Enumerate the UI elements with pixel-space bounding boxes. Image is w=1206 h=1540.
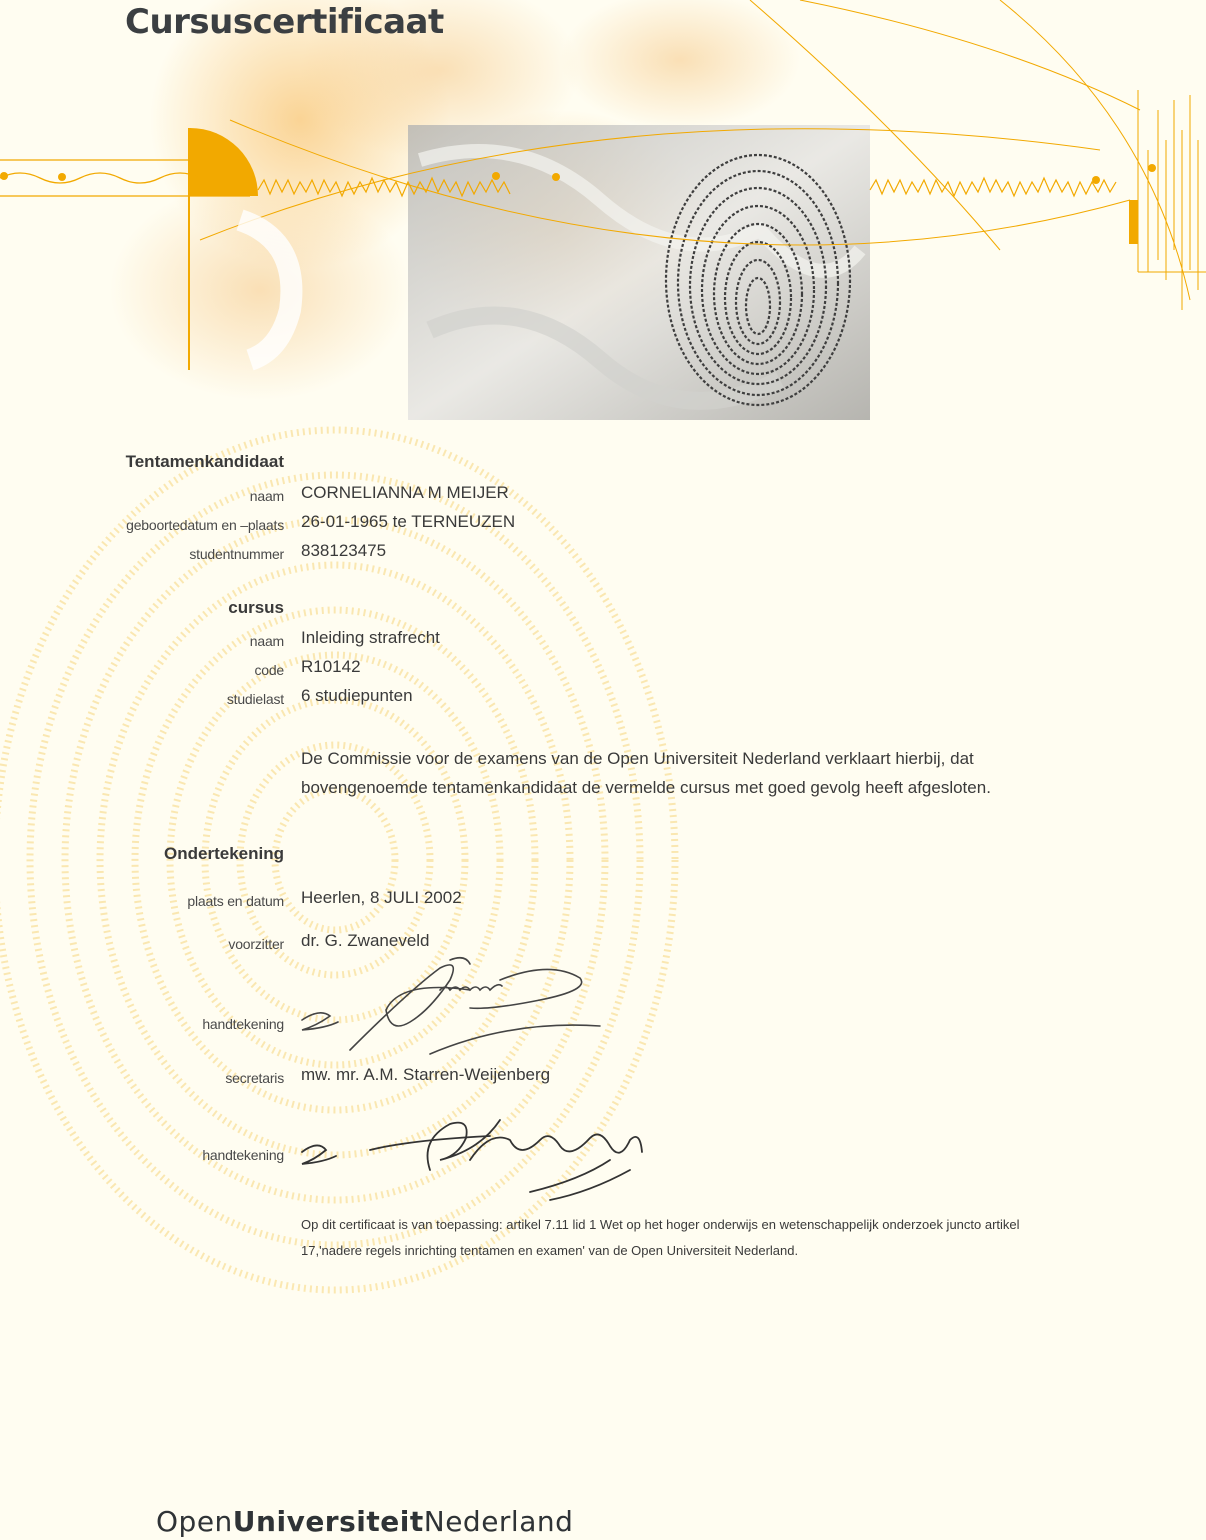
candidate-name-label: naam bbox=[249, 488, 284, 504]
chair-signature bbox=[290, 950, 620, 1060]
place-date-value: Heerlen, 8 JULI 2002 bbox=[301, 888, 462, 907]
place-date-label: plaats en datum bbox=[187, 893, 284, 909]
course-code-value: R10142 bbox=[301, 657, 361, 676]
course-load-row bbox=[0, 684, 1206, 714]
logo-part-universiteit: Universiteit bbox=[232, 1505, 424, 1538]
page-title: Cursuscertificaat bbox=[125, 2, 444, 42]
candidate-birth-row bbox=[0, 510, 1206, 540]
course-name-label: naam bbox=[249, 633, 284, 649]
certification-statement: De Commissie voor de examens van de Open Universiteit Nederland verklaart hierbij, dat bovengenoemde tentamenkandidaat de vermelde cursus met goed gevolg heeft afgesloten. bbox=[301, 749, 991, 797]
chair-value: dr. G. Zwaneveld bbox=[301, 931, 430, 950]
place-date-row bbox=[0, 886, 1206, 916]
right-vertical-lines bbox=[1138, 90, 1206, 310]
course-code-row bbox=[0, 655, 1206, 685]
candidate-student-number-value: 838123475 bbox=[301, 541, 387, 560]
secretary-signature bbox=[290, 1100, 670, 1210]
signing-heading: Ondertekening bbox=[164, 844, 284, 863]
logo-part-nederland: Nederland bbox=[423, 1505, 574, 1538]
candidate-student-number-row bbox=[0, 539, 1206, 569]
candidate-name-row bbox=[0, 481, 1206, 511]
course-load-label: studielast bbox=[226, 691, 284, 707]
chair-label: voorzitter bbox=[228, 936, 284, 952]
course-name-row bbox=[0, 626, 1206, 656]
candidate-name-value: CORNELIANNA M MEIJER bbox=[301, 483, 509, 502]
course-load-value: 6 studiepunten bbox=[301, 686, 413, 705]
secretary-value: mw. mr. A.M. Starren-Weijenberg bbox=[301, 1065, 551, 1084]
secretary-signature-label: handtekening bbox=[202, 1147, 284, 1163]
candidate-heading: Tentamenkandidaat bbox=[125, 452, 284, 471]
secretary-row bbox=[0, 1063, 1206, 1093]
candidate-student-number-label: studentnummer bbox=[189, 546, 284, 562]
legal-note: Op dit certificaat is van toepassing: artikel 7.11 lid 1 Wet op het hoger onderwijs en wetenschappelijk onderzoek juncto artikel 17,'nadere regels inrichting tentamen en examen' van de Open Universiteit Nederland. bbox=[301, 1217, 1020, 1258]
chair-signature-label: handtekening bbox=[202, 1016, 284, 1032]
orange-bar bbox=[1129, 200, 1138, 244]
university-logo bbox=[156, 1505, 573, 1538]
candidate-birth-value: 26-01-1965 te TERNEUZEN bbox=[301, 512, 516, 531]
logo-part-open: Open bbox=[156, 1505, 233, 1538]
course-heading: cursus bbox=[228, 598, 284, 617]
course-name-value: Inleiding strafrecht bbox=[301, 628, 440, 647]
secretary-label: secretaris bbox=[225, 1070, 284, 1086]
course-code-label: code bbox=[254, 662, 284, 678]
candidate-birth-label: geboortedatum en –plaats bbox=[126, 517, 284, 533]
